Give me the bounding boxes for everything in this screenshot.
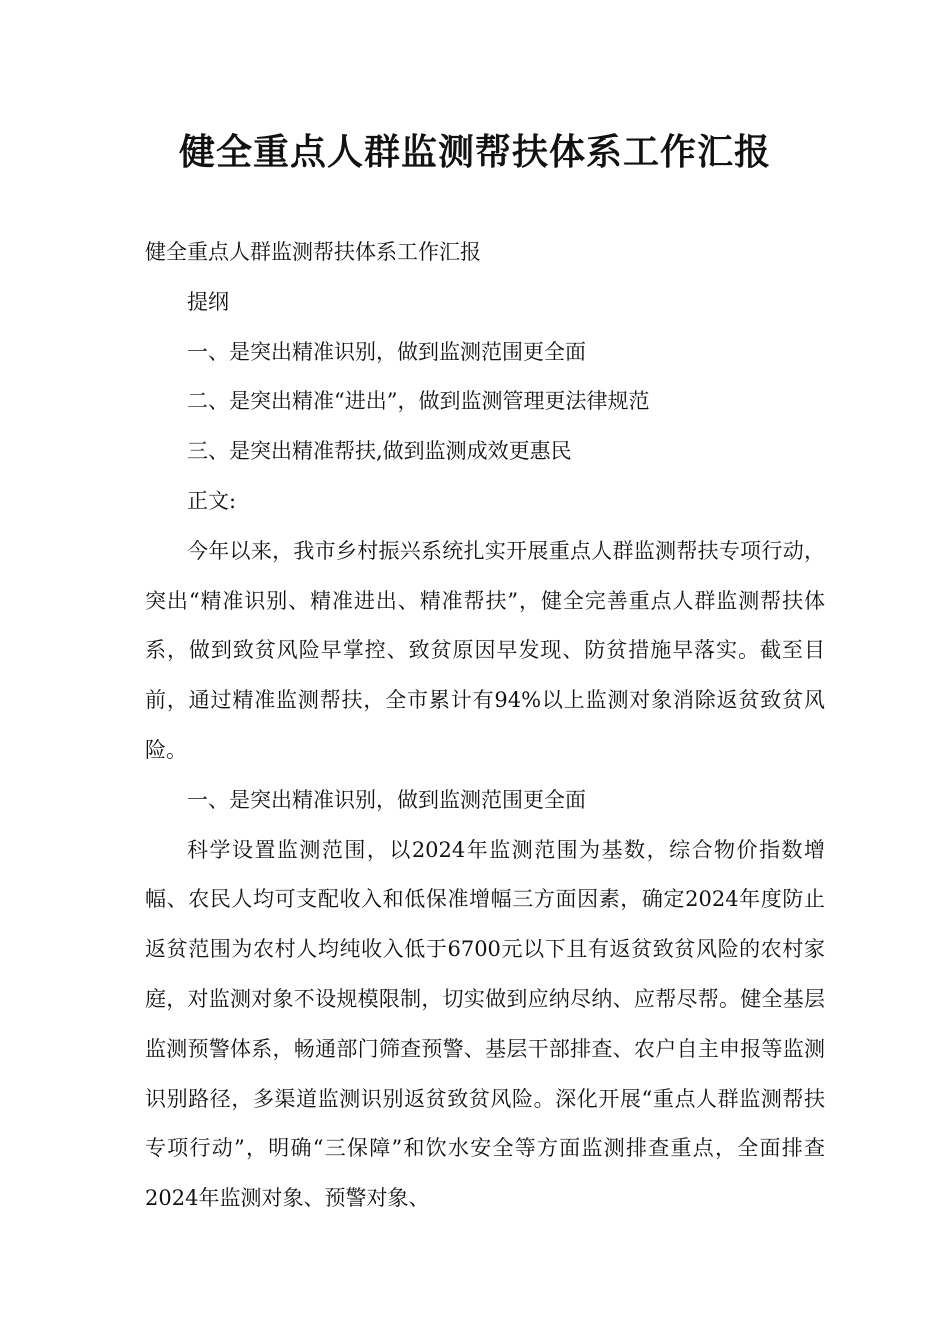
body-label: 正文: bbox=[187, 488, 237, 513]
document-subtitle: 健全重点人群监测帮扶体系工作汇报 bbox=[145, 240, 481, 264]
outline-item-2: 二、是突出精准“进出”，做到监测管理更法律规范 bbox=[187, 389, 650, 414]
outline-label: 提纲 bbox=[187, 289, 229, 314]
outline-item-1: 一、是突出精准识别，做到监测范围更全面 bbox=[187, 339, 586, 364]
document-body bbox=[145, 228, 825, 1224]
section-1-heading: 一、是突出精准识别，做到监测范围更全面 bbox=[187, 787, 586, 812]
outline-item-3: 三、是突出精准帮扶,做到监测成效更惠民 bbox=[187, 439, 572, 464]
intro-paragraph: 今年以来，我市乡村振兴系统扎实开展重点人群监测帮扶专项行动，突出“精准识别、精准进出、精准帮扶”，健全完善重点人群监测帮扶体系，做到致贫风险早掌控、致贫原因早发现、防贫措施早落实。截至目前，通过精准监测帮扶，全市累计有94%以上监测对象消除返贫致贫风险。 bbox=[145, 538, 825, 762]
document-title: 健全重点人群监测帮扶体系工作汇报 bbox=[178, 132, 771, 173]
section-1-paragraph: 科学设置监测范围，以2024年监测范围为基数，综合物价指数增幅、农民人均可支配收入和低保准增幅三方面因素，确定2024年度防止返贫范围为农村人均纯收入低于6700元以下且有返贫致贫风险的农村家庭，对监测对象不设规模限制，切实做到应纳尽纳、应帮尽帮。健全基层监测预警体系，畅通部门筛查预警、基层干部排查、农户自主申报等监测识别路径，多渠道监测识别返贫致贫风险。深化开展“重点人群监测帮扶专项行动”，明确“三保障”和饮水安全等方面监测排查重点，全面排查2024年监测对象、预警对象、 bbox=[145, 837, 825, 1211]
